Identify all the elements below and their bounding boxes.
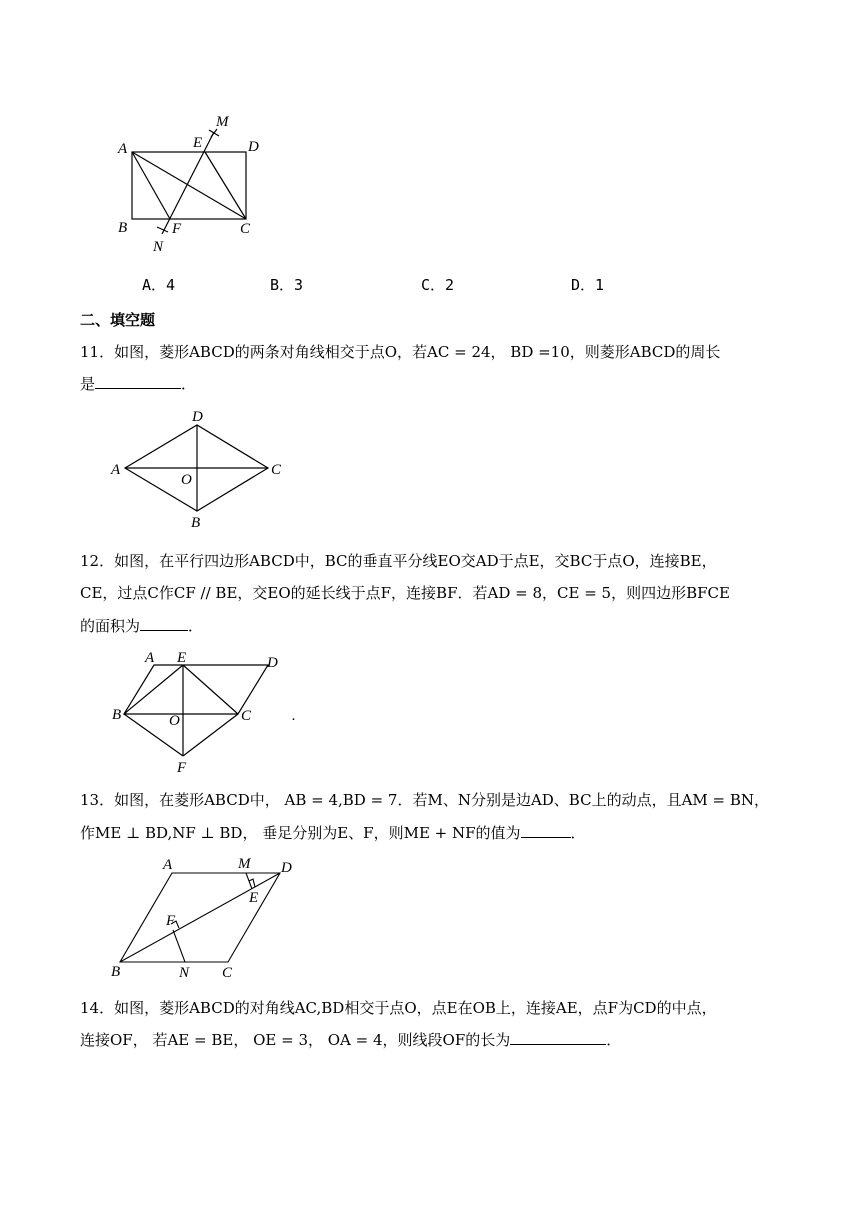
label-f: F [177, 760, 187, 776]
label-m: M [216, 114, 229, 130]
q11-suffix: ． [181, 375, 197, 393]
q14-answer-blank[interactable] [510, 1030, 606, 1045]
label-b: B [112, 707, 122, 723]
q14-prefix: 连接OF， 若AE = BE， OE = 3， OA = 4，则线段OF的长为 [80, 1031, 511, 1049]
q13-line1: 13．如图，在菱形ABCD中， AB = 4,BD = 7．若M、N分别是边AD、BC上的动点，且AM = BN， [80, 791, 770, 809]
label-f: F [172, 221, 182, 237]
label-a: A [118, 141, 128, 157]
option-d[interactable]: D．1 [571, 276, 605, 294]
label-d: D [192, 409, 203, 425]
label-e: E [249, 890, 259, 906]
label-f: F [166, 913, 176, 929]
q14-line2 [80, 1030, 621, 1050]
segment-cf [183, 714, 238, 756]
q11-answer-blank[interactable] [95, 374, 181, 389]
label-d: D [267, 655, 278, 671]
q12-line1: 12．如图，在平行四边形ABCD中，BC的垂直平分线EO交AD于点E，交BC于点O，连接BE， [80, 552, 717, 570]
q13-suffix: ． [570, 824, 586, 842]
q14-suffix: ． [606, 1031, 622, 1049]
perpendicular-nf [173, 930, 185, 962]
label-a: A [163, 857, 173, 873]
q12-prefix: 的面积为 [80, 617, 141, 635]
label-a: A [145, 650, 155, 666]
q13-prefix: 作ME ⊥ BD,NF ⊥ BD， 垂足分别为E、F，则ME + NF的值为 [80, 824, 521, 842]
label-o: O [169, 713, 180, 729]
label-c: C [271, 462, 282, 478]
option-c[interactable]: C．2 [421, 276, 455, 294]
figure-q11 [108, 404, 298, 532]
figure-q10 [110, 110, 280, 260]
segment-be [124, 665, 183, 714]
diagonal-bd [120, 873, 280, 962]
q12-line3 [80, 616, 203, 636]
label-c: C [240, 221, 251, 237]
label-c: C [241, 708, 252, 724]
stray-dot: . [292, 708, 296, 724]
q14-line1: 14．如图，菱形ABCD的对角线AC,BD相交于点O，点E在OB上，连接AE，点F为CD的中点， [80, 999, 717, 1017]
label-c: C [222, 965, 233, 981]
figure-q12 [108, 648, 308, 778]
label-n: N [153, 239, 164, 255]
label-m: M [238, 856, 251, 872]
label-b: B [191, 515, 201, 531]
q11-line1: 11．如图，菱形ABCD的两条对角线相交于点O，若AC = 24， BD =10，则菱形ABCD的周长 [80, 343, 721, 361]
option-a[interactable]: A．4 [142, 276, 176, 294]
label-d: D [281, 860, 292, 876]
segment-af [132, 152, 170, 219]
q12-suffix: ． [188, 617, 204, 635]
parallelogram-abcd [124, 665, 268, 714]
segment-ec [205, 152, 246, 219]
section-title: 二、填空题 [80, 311, 156, 329]
figure-q13 [106, 853, 306, 981]
q12-line2: CE，过点C作CF // BE，交EO的延长线于点F，连接BF．若AD = 8，CE = 5，则四边形BFCE [80, 584, 730, 602]
segment-ce [183, 665, 238, 714]
label-e: E [177, 650, 187, 666]
option-b[interactable]: B．3 [270, 276, 304, 294]
q11-line2 [80, 374, 196, 394]
label-o: O [181, 472, 192, 488]
diagonal-ac [132, 152, 246, 219]
label-n: N [179, 965, 190, 981]
label-b: B [118, 220, 128, 236]
q12-answer-blank[interactable] [140, 616, 188, 631]
q13-line2 [80, 823, 586, 843]
label-b: B [111, 964, 121, 980]
q11-prefix: 是 [80, 375, 96, 393]
q13-answer-blank[interactable] [521, 823, 571, 838]
label-d: D [248, 139, 259, 155]
label-e: E [193, 135, 203, 151]
label-a: A [111, 462, 121, 478]
